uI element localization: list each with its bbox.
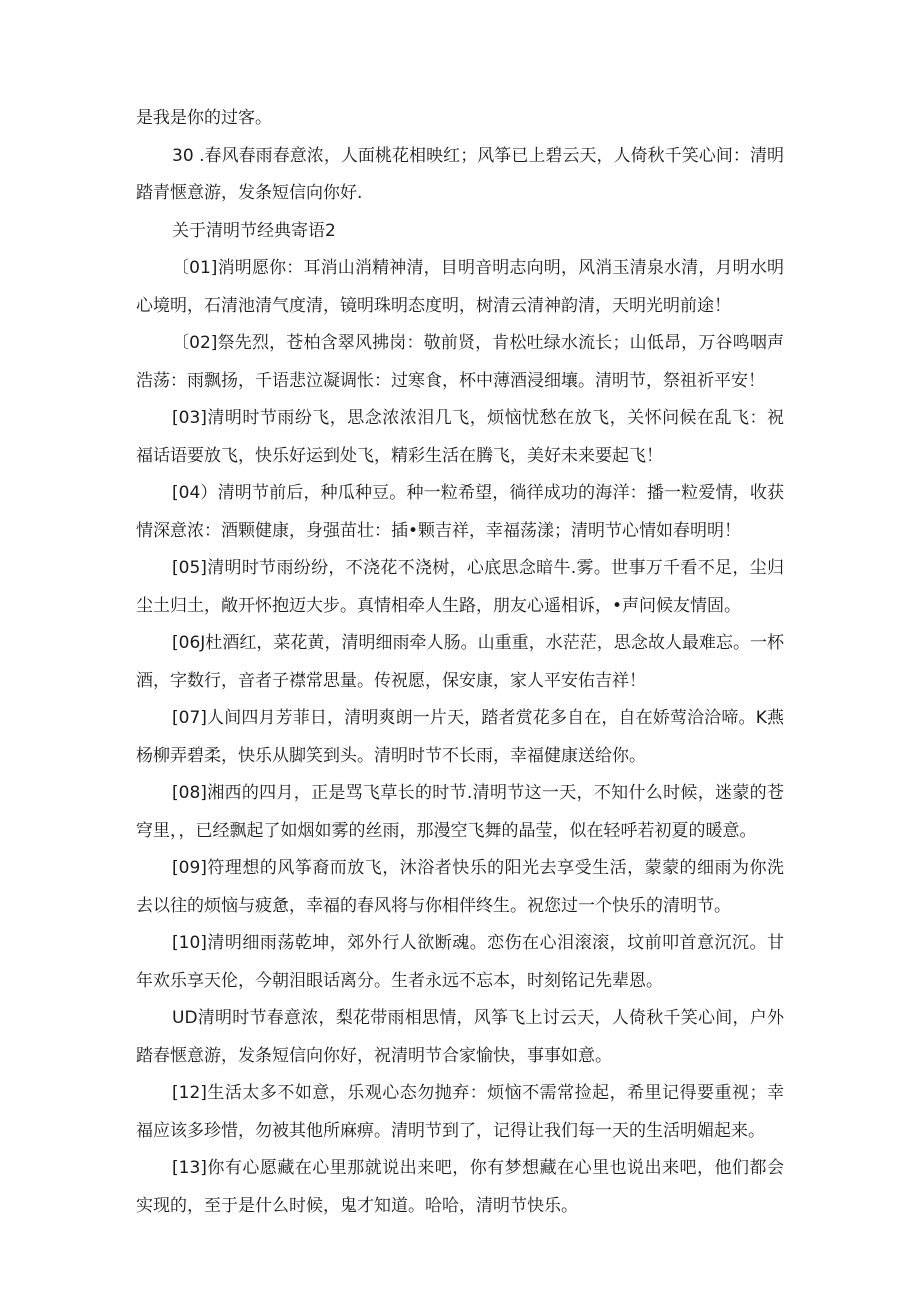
paragraph-07: [07]人间四月芳菲日，清明爽朗一片天，踏者赏花多自在，自在娇莺洽洽啼。K燕杨柳弄碧柔，快乐从脚笑到头。清明时节不长雨，幸福健康送给你。 bbox=[136, 708, 784, 766]
paragraph-04: [04）清明节前后，种瓜种豆。种一粒希望，徜徉成功的海洋：播一粒爱情，收获情深意浓：酒颗健康，身强苗壮：插•颗吉祥，幸福荡漾；清明节心情如春明明！ bbox=[136, 483, 784, 541]
paragraph-01: 〔01]消明愿你：耳消山消精神清，目明音明志向明，风消玉清泉水清，月明水明心境明，石清池清气度清，镜明珠明态度明，树清云清神韵清，天明光明前途！ bbox=[136, 258, 784, 316]
paragraph-09: [09]符理想的风筝裔而放飞，沐浴者快乐的阳光去享受生活，蒙蒙的细雨为你洗去以往的烦恼与疲惫，幸福的春风将与你相伴终生。祝您过一个快乐的清明节。 bbox=[136, 858, 784, 916]
paragraph-03: [03]清明时节雨纷飞，思念浓浓泪几飞，烦恼忧愁在放飞，关怀问候在乱飞：祝福话语要放飞，快乐好运到处飞，精彩生活在腾飞，美好未来要起飞！ bbox=[136, 408, 784, 466]
paragraph-11: UD清明时节春意浓，梨花带雨相思情，风筝飞上讨云天，人倚秋千笑心间，户外踏春惬意游，发条短信向你好，祝清明节合家愉快，事事如意。 bbox=[136, 1008, 784, 1066]
paragraph-13: [13]你有心愿藏在心里那就说出来吧，你有梦想藏在心里也说出来吧，他们都会实现的，至于是什么时候，鬼才知道。哈哈，清明节快乐。 bbox=[136, 1158, 784, 1216]
paragraph-08: [08]湘西的四月，正是骂飞草长的时节.清明节这一天，不知什么时候，迷蒙的苍穹里，，已经飘起了如烟如雾的丝雨，那漫空飞舞的晶莹，似在轻呼若初夏的暖意。 bbox=[136, 783, 784, 841]
paragraph-10: [10]清明细雨荡乾坤，郊外行人欲断魂。恋伤在心泪滚滚，坟前叩首意沉沉。甘年欢乐享天伦，今朝泪眼话离分。生者永远不忘本，时刻铭记先辈恩。 bbox=[136, 933, 784, 991]
section-heading: 关于清明节经典寄语2 bbox=[172, 220, 336, 241]
paragraph-02: 〔02]祭先烈，苍柏含翠风拂岗：敬前贤，肯松吐绿水流长；山低昂，万谷鸣咽声浩荡：雨飘扬，千语悲泣凝调怅：过寒食，杯中薄酒浸细壤。清明节，祭祖祈平安！ bbox=[136, 333, 784, 391]
document-body bbox=[136, 100, 784, 1225]
paragraph-06: [06J杜酒红，菜花黄，清明细雨牵人肠。山重重，水茫茫，思念故人最难忘。一杯酒，字数行，音者子襟常思量。传祝愿，保安康，家人平安佑吉祥！ bbox=[136, 633, 784, 691]
paragraph-30: 30 .春风春雨春意浓，人面桃花相映红；风筝已上碧云天，人倚秋千笑心间：清明踏青惬意游，发条短信向你好. bbox=[136, 145, 784, 203]
paragraph-12: [12]生活太多不如意，乐观心态勿抛弃：烦恼不需常捡起，希里记得要重视；幸福应该多珍惜，勿被其他所麻痹。清明节到了，记得让我们每一天的生活明媚起来。 bbox=[136, 1083, 784, 1141]
paragraph-05: [05]清明时节雨纷纷，不浇花不浇树，心底思念暗牛.雾。世事万千看不足，尘归尘土归土，敞开怀抱迈大步。真情相牵人生路，朋友心遥相诉，•声问候友情固。 bbox=[136, 558, 784, 616]
paragraph-continuation: 是我是你的过客。 bbox=[136, 108, 272, 128]
